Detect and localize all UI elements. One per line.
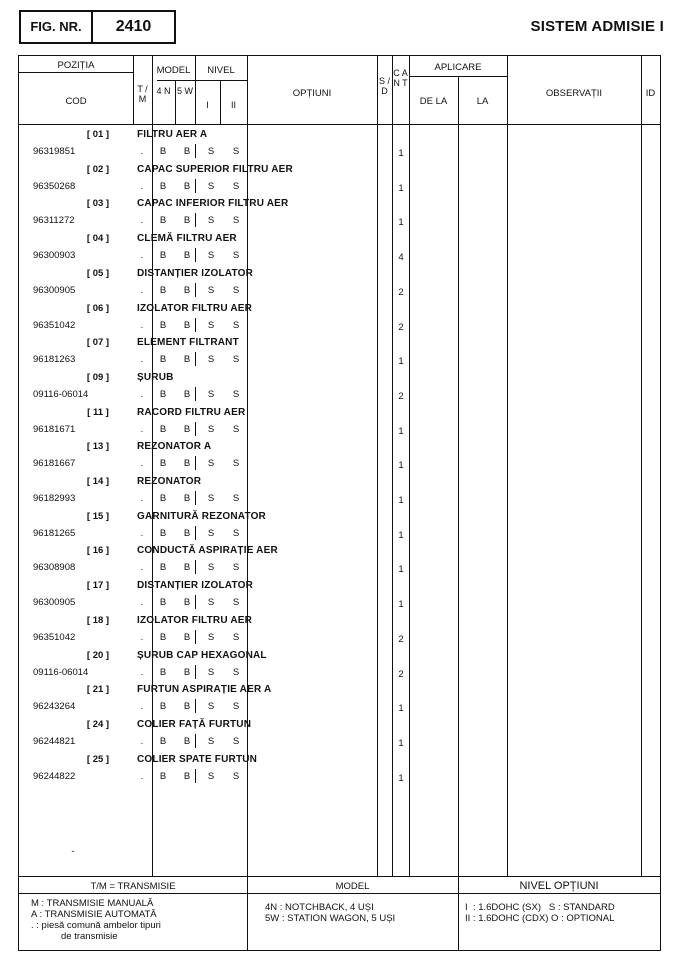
part-position: [ 17 ]	[86, 580, 110, 592]
transmission-value: .	[140, 597, 144, 609]
model-4n-value: B	[159, 735, 167, 747]
model-5w-value: B	[183, 631, 191, 643]
col-aplicare: APLICARE	[434, 62, 482, 73]
transmission-value: .	[140, 493, 144, 504]
footer-nivel-line-0: I : 1.6DOHC (SX) S : STANDARD	[465, 902, 615, 913]
part-position: [ 18 ]	[86, 614, 110, 626]
transmission-value: .	[140, 735, 144, 747]
model-4n-value: B	[159, 458, 167, 470]
quantity-value: 1	[398, 182, 404, 194]
nivel-i-value: S	[207, 180, 215, 192]
model-5w-value: B	[183, 562, 191, 574]
quantity-value: 1	[398, 460, 404, 472]
part-position: [ 16 ]	[86, 545, 110, 557]
transmission-value: .	[140, 215, 144, 227]
nivel-i-value: S	[207, 631, 215, 643]
quantity-value: 2	[398, 321, 404, 333]
model-5w-value: B	[183, 319, 191, 331]
part-code: 96243264	[33, 701, 76, 713]
col-nivel: NIVEL	[207, 65, 235, 76]
part-position: [ 06 ]	[86, 302, 110, 314]
nivel-ii-value: S	[232, 180, 240, 192]
part-position: [ 20 ]	[86, 649, 110, 661]
quantity-value: 1	[398, 148, 404, 159]
parts-table	[18, 55, 661, 951]
model-4n-value: B	[159, 180, 167, 192]
part-code: 96311272	[33, 215, 75, 227]
nivel-ii-value: S	[232, 319, 240, 331]
model-4n-value: B	[159, 215, 167, 227]
nivel-ii-value: S	[232, 666, 240, 678]
part-code: 96300903	[33, 250, 76, 262]
col-nivel-ii: II	[230, 100, 236, 110]
transmission-value: .	[140, 458, 144, 470]
model-4n-value: B	[159, 388, 167, 400]
nivel-ii-value: S	[232, 770, 240, 782]
col-de-la: DE LA	[419, 96, 448, 107]
nivel-i-value: S	[207, 146, 215, 157]
model-5w-value: B	[183, 666, 191, 678]
cell-divider	[195, 213, 196, 227]
transmission-value: .	[140, 388, 144, 400]
part-code: 96244821	[33, 735, 76, 747]
part-name: REZONATOR	[137, 476, 202, 487]
cell-divider	[152, 144, 153, 158]
cell-divider	[152, 491, 153, 505]
part-position: [ 07 ]	[86, 337, 110, 349]
cell-divider	[195, 630, 196, 644]
col-observatii: OBSERVAȚII	[545, 88, 603, 99]
model-5w-value: B	[183, 146, 191, 157]
quantity-value: 1	[398, 703, 404, 715]
model-4n-value: B	[159, 354, 167, 366]
part-position: [ 05 ]	[86, 267, 110, 279]
part-name: ȘURUB	[137, 371, 174, 383]
nivel-ii-value: S	[232, 631, 240, 643]
model-5w-value: B	[183, 770, 191, 782]
col-cod: COD	[65, 96, 87, 107]
part-code: 96244822	[33, 770, 76, 782]
model-5w-value: B	[183, 388, 191, 400]
model-4n-value: B	[159, 666, 167, 678]
nivel-i-value: S	[207, 284, 215, 296]
part-name: RACORD FILTRU AER	[137, 406, 246, 418]
transmission-value: .	[140, 146, 144, 157]
figure-label: FIG. NR.	[21, 12, 93, 42]
part-code: 96350268	[33, 180, 76, 192]
cell-divider	[195, 699, 196, 713]
quantity-value: 1	[398, 425, 404, 437]
footer-top-rule	[19, 876, 660, 877]
part-position: [ 09 ]	[86, 371, 110, 383]
model-5w-value: B	[183, 354, 191, 366]
nivel-i-value: S	[207, 562, 215, 574]
cell-divider	[152, 665, 153, 679]
model-5w-value: B	[183, 458, 191, 470]
part-name: IZOLATOR FILTRU AER	[137, 302, 253, 314]
model-5w-value: B	[183, 180, 191, 192]
model-5w-value: B	[183, 215, 191, 227]
part-position: [ 11 ]	[87, 406, 109, 418]
model-5w-value: B	[183, 701, 191, 713]
cell-divider	[195, 560, 196, 574]
transmission-value: .	[140, 423, 144, 435]
model-5w-value: B	[183, 527, 191, 539]
nivel-i-value: S	[207, 423, 215, 435]
cell-divider	[195, 456, 196, 470]
part-name: GARNITURĂ REZONATOR	[137, 510, 266, 522]
model-4n-value: B	[159, 493, 167, 504]
part-position: [ 15 ]	[86, 510, 110, 522]
nivel-i-value: S	[207, 701, 215, 713]
footer-tm-title: T/M = TRANSMISIE	[90, 881, 176, 892]
cell-divider	[152, 595, 153, 609]
model-4n-value: B	[159, 319, 167, 331]
model-5w-value: B	[183, 735, 191, 747]
header-bottom-rule	[19, 124, 660, 125]
transmission-value: .	[140, 527, 144, 539]
nivel-ii-value: S	[232, 597, 240, 609]
model-4n-value: B	[159, 146, 167, 157]
cell-divider	[152, 769, 153, 783]
transmission-value: .	[140, 562, 144, 574]
nivel-ii-value: S	[232, 562, 240, 574]
model-4n-value: B	[159, 770, 167, 782]
part-code: 96351042	[33, 631, 76, 643]
part-position: [ 21 ]	[86, 684, 110, 696]
footer-nivel-line-1: II : 1.6DOHC (CDX) O : OPTIONAL	[465, 913, 615, 924]
transmission-value: .	[140, 354, 144, 366]
model-5w-value: B	[183, 493, 191, 504]
quantity-value: 1	[398, 599, 404, 611]
nivel-ii-value: S	[232, 250, 240, 262]
quantity-value: 2	[398, 633, 404, 645]
nivel-ii-value: S	[232, 284, 240, 296]
footer-model-title: MODEL	[335, 881, 370, 892]
transmission-value: .	[140, 319, 144, 331]
part-name: CONDUCTĂ ASPIRAȚIE AER	[137, 545, 278, 557]
quantity-value: 2	[398, 668, 404, 680]
part-code: 09116-06014	[33, 666, 89, 678]
quantity-value: 1	[398, 772, 404, 784]
footer-tm-line-0: M : TRANSMISIE MANUALĂ	[31, 898, 154, 909]
cell-divider	[152, 318, 153, 332]
nivel-i-value: S	[207, 770, 215, 782]
cell-divider	[195, 387, 196, 401]
col-nivel-i: I	[206, 100, 209, 110]
transmission-value: .	[140, 666, 144, 678]
model-4n-value: B	[159, 423, 167, 435]
part-position: [ 04 ]	[86, 233, 110, 245]
part-code: 96351042	[33, 319, 76, 331]
cell-divider	[195, 665, 196, 679]
nivel-i-value: S	[207, 319, 215, 331]
model-4n-value: B	[159, 562, 167, 574]
part-code: 96182993	[33, 493, 76, 504]
footer-tm-line-3: de transmisie	[61, 931, 118, 942]
cell-divider	[195, 179, 196, 193]
part-name: COLIER SPATE FURTUN	[137, 753, 258, 765]
col-sd: S / D	[378, 76, 390, 96]
model-4n-value: B	[159, 631, 167, 643]
part-name: IZOLATOR FILTRU AER	[137, 614, 253, 626]
part-code: 96308908	[33, 562, 76, 574]
footer-tm-line-2: . : piesă comună ambelor tipuri	[31, 920, 161, 931]
nivel-i-value: S	[207, 215, 215, 227]
cell-divider	[195, 283, 196, 297]
nivel-ii-value: S	[232, 735, 240, 747]
cell-divider	[152, 248, 153, 262]
part-name: FILTRU AER A	[137, 129, 208, 140]
nivel-i-value: S	[207, 527, 215, 539]
nivel-i-value: S	[207, 250, 215, 262]
part-code: 96181265	[33, 527, 76, 539]
nivel-i-value: S	[207, 458, 215, 470]
cell-divider	[195, 595, 196, 609]
quantity-value: 4	[398, 252, 404, 264]
nivel-ii-value: S	[232, 215, 240, 227]
part-name: ELEMENT FILTRANT	[137, 337, 239, 349]
cell-divider	[152, 213, 153, 227]
part-code: 96181671	[33, 423, 76, 435]
nivel-i-value: S	[207, 354, 215, 366]
cell-divider	[195, 318, 196, 332]
part-code: 96300905	[33, 284, 76, 296]
cell-divider	[152, 387, 153, 401]
part-position: [ 14 ]	[86, 476, 110, 487]
part-position: [ 02 ]	[86, 163, 110, 175]
nivel-ii-value: S	[232, 354, 240, 366]
part-name: COLIER FAȚĂ FURTUN	[137, 718, 252, 730]
nivel-ii-value: S	[232, 493, 240, 504]
nivel-ii-value: S	[232, 527, 240, 539]
nivel-ii-value: S	[232, 146, 240, 157]
figure-number-box	[19, 10, 176, 44]
nivel-i-value: S	[207, 388, 215, 400]
nivel-ii-value: S	[232, 423, 240, 435]
nivel-i-value: S	[207, 493, 215, 504]
col-optiuni: OPȚIUNI	[292, 88, 332, 99]
cell-divider	[152, 734, 153, 748]
part-name: CLEMĂ FILTRU AER	[137, 233, 237, 245]
stray-mark: -	[71, 846, 75, 857]
part-name: CAPAC SUPERIOR FILTRU AER	[137, 163, 293, 175]
transmission-value: .	[140, 250, 144, 262]
cell-divider	[195, 769, 196, 783]
figure-number: 2410	[115, 18, 152, 35]
transmission-value: .	[140, 631, 144, 643]
quantity-value: 2	[398, 286, 404, 298]
transmission-value: .	[140, 770, 144, 782]
col-model: MODEL	[156, 65, 191, 76]
cell-divider	[152, 560, 153, 574]
cell-divider	[195, 248, 196, 262]
footer-nivel-title: NIVEL OPȚIUNI	[519, 880, 599, 892]
footer-model-line-1: 5W : STATION WAGON, 5 UȘI	[265, 913, 396, 924]
model-5w-value: B	[183, 423, 191, 435]
model-5w-value: B	[183, 597, 191, 609]
part-code: 96181263	[33, 354, 76, 366]
model-4n-value: B	[159, 250, 167, 262]
page-title: SISTEM ADMISIE I	[530, 18, 664, 35]
part-position: [ 13 ]	[86, 441, 110, 453]
cell-divider	[195, 422, 196, 436]
cell-divider	[152, 526, 153, 540]
quantity-value: 2	[398, 390, 404, 402]
part-name: CAPAC INFERIOR FILTRU AER	[137, 198, 289, 210]
transmission-value: .	[140, 701, 144, 713]
part-position: [ 03 ]	[86, 198, 110, 210]
part-name: ȘURUB CAP HEXAGONAL	[137, 649, 267, 661]
cell-divider	[195, 526, 196, 540]
model-5w-value: B	[183, 284, 191, 296]
cell-divider	[152, 283, 153, 297]
part-code: 96181667	[33, 458, 76, 470]
col-tm: T / M	[137, 84, 148, 104]
col-pozitia: POZIȚIA	[57, 60, 95, 71]
quantity-value: 1	[398, 564, 404, 576]
part-position: [ 01 ]	[86, 129, 110, 140]
cell-divider	[152, 179, 153, 193]
transmission-value: .	[140, 180, 144, 192]
model-4n-value: B	[159, 701, 167, 713]
quantity-value: 1	[398, 495, 404, 506]
footer-tm-line-1: A : TRANSMISIE AUTOMATĂ	[31, 909, 157, 920]
part-code: 96319851	[33, 146, 76, 157]
nivel-ii-value: S	[232, 458, 240, 470]
nivel-ii-value: S	[232, 388, 240, 400]
model-5w-value: B	[183, 250, 191, 262]
cell-divider	[152, 630, 153, 644]
part-code: 96300905	[33, 597, 76, 609]
nivel-i-value: S	[207, 735, 215, 747]
quantity-value: 1	[398, 217, 404, 229]
cell-divider	[152, 422, 153, 436]
model-4n-value: B	[159, 527, 167, 539]
part-name: DISTANȚIER IZOLATOR	[137, 580, 254, 592]
cell-divider	[195, 734, 196, 748]
nivel-ii-value: S	[232, 701, 240, 713]
quantity-value: 1	[398, 529, 404, 541]
part-name: REZONATOR A	[137, 441, 212, 453]
cell-divider	[152, 352, 153, 366]
cell-divider	[195, 491, 196, 505]
footer-model-line-0: 4N : NOTCHBACK, 4 UȘI	[265, 902, 374, 913]
col-la: LA	[476, 96, 489, 107]
part-code: 09116-06014	[33, 388, 89, 400]
col-model-4n: 4 N	[156, 86, 171, 96]
col-id: ID	[645, 88, 656, 99]
nivel-i-value: S	[207, 597, 215, 609]
col-model-5w: 5 W	[176, 86, 193, 96]
transmission-value: .	[140, 284, 144, 296]
quantity-value: 1	[398, 737, 404, 749]
part-name: DISTANȚIER IZOLATOR	[137, 267, 254, 279]
cell-divider	[195, 144, 196, 158]
cell-divider	[152, 699, 153, 713]
part-name: FURTUN ASPIRAȚIE AER A	[137, 684, 272, 696]
cell-divider	[195, 352, 196, 366]
nivel-i-value: S	[207, 666, 215, 678]
part-position: [ 24 ]	[86, 718, 110, 730]
model-4n-value: B	[159, 597, 167, 609]
part-position: [ 25 ]	[86, 753, 110, 765]
quantity-value: 1	[398, 356, 404, 368]
cell-divider	[152, 456, 153, 470]
col-cant: C A N T	[393, 68, 408, 88]
model-4n-value: B	[159, 284, 167, 296]
